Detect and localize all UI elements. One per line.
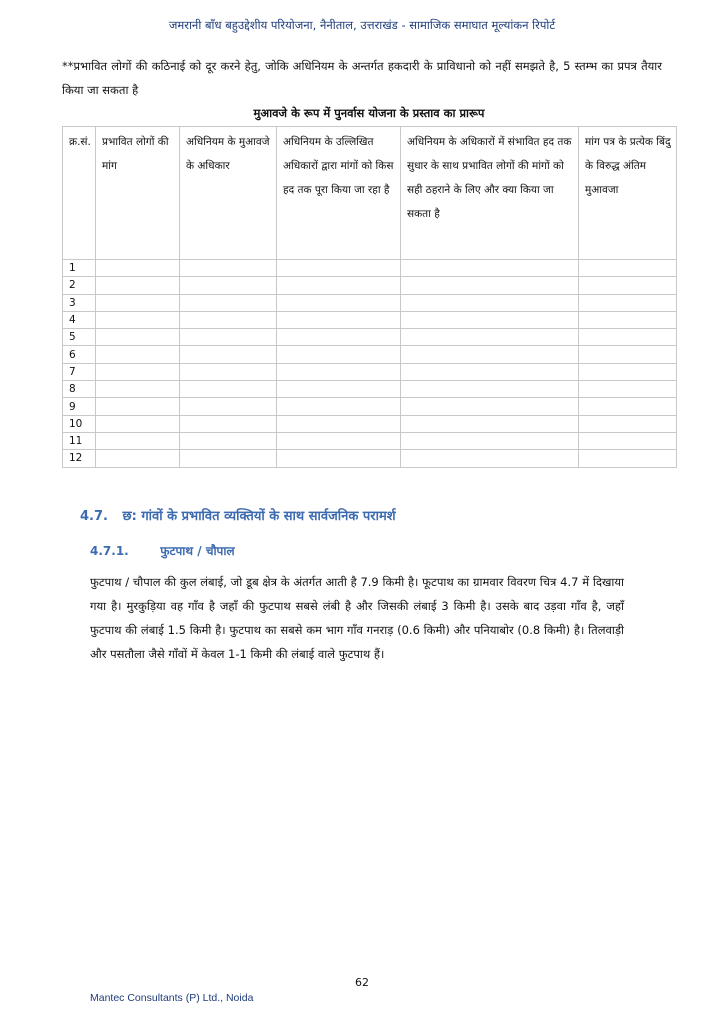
table-cell xyxy=(96,381,180,398)
table-cell xyxy=(96,346,180,363)
table-row xyxy=(63,450,677,467)
section-title: छ: गांवों के प्रभावित व्यक्तियों के साथ सार्वजनिक परामर्श xyxy=(122,509,396,524)
table-cell xyxy=(579,294,677,311)
table-cell xyxy=(579,311,677,328)
table-cell xyxy=(96,277,180,294)
table-cell xyxy=(180,311,277,328)
table-row xyxy=(63,415,677,432)
table-cell xyxy=(401,311,579,328)
table-cell xyxy=(401,260,579,277)
table-title: मुआवजे के रूप में पुनर्वास योजना के प्रस्ताव का प्रारूप xyxy=(253,106,485,120)
table-cell xyxy=(180,346,277,363)
table-cell xyxy=(96,398,180,415)
table-cell xyxy=(401,450,579,467)
table-cell xyxy=(401,363,579,380)
table-cell xyxy=(180,398,277,415)
table-header-row xyxy=(63,127,677,260)
row-number: 1 xyxy=(63,260,96,277)
table-cell xyxy=(401,381,579,398)
row-number: 10 xyxy=(63,415,96,432)
table-cell xyxy=(277,450,401,467)
table-row xyxy=(63,398,677,415)
table-cell xyxy=(96,432,180,449)
subsection-heading xyxy=(90,542,235,559)
table-cell xyxy=(401,294,579,311)
table-cell xyxy=(96,329,180,346)
table-cell xyxy=(180,277,277,294)
table-cell xyxy=(96,363,180,380)
table-cell xyxy=(277,260,401,277)
table-row xyxy=(63,432,677,449)
table-cell xyxy=(579,381,677,398)
table-cell xyxy=(579,277,677,294)
running-header: जमरानी बाँध बहुउद्देशीय परियोजना, नैनीताल, उत्तराखंड - सामाजिक समाघात मूल्यांकन रिपोर्ट xyxy=(168,18,556,32)
column-header-final-compensation: मांग पत्र के प्रत्येक बिंदु के विरुद्ध अंतिम मुआवजा xyxy=(579,127,677,260)
row-number: 7 xyxy=(63,363,96,380)
row-number: 2 xyxy=(63,277,96,294)
page-number: 62 xyxy=(355,976,369,989)
table-cell xyxy=(579,346,677,363)
table-row xyxy=(63,311,677,328)
table-cell xyxy=(277,415,401,432)
body-paragraph: फुटपाथ / चौपाल की कुल लंबाई, जो डूब क्षेत्र के अंतर्गत आती है 7.9 किमी है। फूटपाथ का ग्रामवार विवरण चित्र 4.7 में दिखाया गया है। मुरकुड़िया वह गाँव है जहाँ की फुटपाथ सबसे लंबी है और जिसकी लंबाई 3 किमी है। उसके बाद उड़वा गाँव है, जहाँ फुटपाथ की लंबाई 1.5 किमी है। फुटपाथ का सबसे कम भाग गाँव गनराड़ (0.6 किमी) और पनियाबोर (0.8 किमी) है। तिलवाड़ी और पसतौला जैसे गाँवों में केवल 1-1 किमी की लंबाई वाले फुटपाथ हैं। xyxy=(90,575,624,661)
table-cell xyxy=(277,277,401,294)
intro-paragraph: **प्रभावित लोगों की कठिनाई को दूर करने हेतु, जोकि अधिनियम के अन्तर्गत हकदारी के प्राविधानो को नहीं समझते है, 5 स्तम्भ का प्रपत्र तैयार किया जा सकता है xyxy=(62,59,662,97)
subsection-number: 4.7.1. xyxy=(90,544,129,558)
table-row xyxy=(63,277,677,294)
table-cell xyxy=(579,329,677,346)
table-cell xyxy=(180,415,277,432)
table-row xyxy=(63,363,677,380)
row-number: 12 xyxy=(63,450,96,467)
table-cell xyxy=(277,363,401,380)
table-cell xyxy=(96,450,180,467)
table-cell xyxy=(96,260,180,277)
table-cell xyxy=(277,329,401,346)
row-number: 8 xyxy=(63,381,96,398)
table-cell xyxy=(180,450,277,467)
table-row xyxy=(63,381,677,398)
table-cell xyxy=(180,432,277,449)
table-row xyxy=(63,260,677,277)
column-header-extent-met: अधिनियम के उल्लिखित अधिकारों द्वारा मांगों को किस हद तक पूरा किया जा रहा है xyxy=(277,127,401,260)
table-cell xyxy=(401,329,579,346)
section-heading xyxy=(80,506,396,524)
table-cell xyxy=(579,260,677,277)
row-number: 6 xyxy=(63,346,96,363)
table-cell xyxy=(401,277,579,294)
table-cell xyxy=(277,398,401,415)
table-row xyxy=(63,294,677,311)
footer-company: Mantec Consultants (P) Ltd., Noida xyxy=(90,992,254,1004)
table-cell xyxy=(579,398,677,415)
table-cell xyxy=(277,381,401,398)
table-row xyxy=(63,329,677,346)
table-cell xyxy=(96,311,180,328)
table-cell xyxy=(96,294,180,311)
table-body xyxy=(63,260,677,468)
column-header-improvement: अधिनियम के अधिकारों में संभावित हद तक सुधार के साथ प्रभावित लोगों की मांगों को सही ठहराने के लिए और क्या किया जा सकता है xyxy=(401,127,579,260)
table-cell xyxy=(401,415,579,432)
row-number: 5 xyxy=(63,329,96,346)
table-cell xyxy=(277,346,401,363)
table-cell xyxy=(579,450,677,467)
row-number: 4 xyxy=(63,311,96,328)
table-cell xyxy=(401,346,579,363)
table-cell xyxy=(180,294,277,311)
section-number: 4.7. xyxy=(80,509,108,524)
table-cell xyxy=(180,363,277,380)
table-cell xyxy=(180,381,277,398)
column-header-act-rights: अधिनियम के मुआवजे के अधिकार xyxy=(180,127,277,260)
table-cell xyxy=(277,294,401,311)
subsection-title: फुटपाथ / चौपाल xyxy=(160,544,235,558)
table-cell xyxy=(277,311,401,328)
table-cell xyxy=(579,432,677,449)
table-cell xyxy=(401,398,579,415)
table-cell xyxy=(579,363,677,380)
row-number: 3 xyxy=(63,294,96,311)
table-cell xyxy=(579,415,677,432)
table-row xyxy=(63,346,677,363)
table-cell xyxy=(180,260,277,277)
table-cell xyxy=(277,432,401,449)
compensation-format-table xyxy=(62,126,677,468)
table-cell xyxy=(180,329,277,346)
row-number: 9 xyxy=(63,398,96,415)
table-cell xyxy=(96,415,180,432)
row-number: 11 xyxy=(63,432,96,449)
column-header-serial: क्र.सं. xyxy=(63,127,96,260)
table-cell xyxy=(401,432,579,449)
column-header-demand: प्रभावित लोगों की मांग xyxy=(96,127,180,260)
